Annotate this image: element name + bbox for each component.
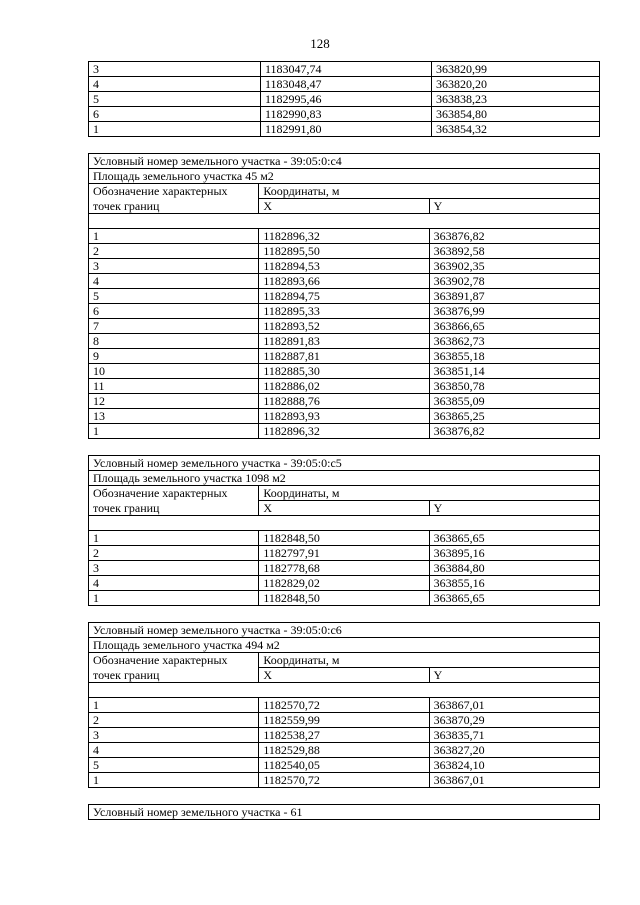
table-cell: 363820,20 (432, 77, 600, 92)
page-number: 128 (310, 36, 330, 51)
table-row (89, 274, 600, 289)
table-cell: 3 (89, 728, 259, 743)
table-row (89, 805, 600, 820)
table-cell: 1182893,93 (259, 409, 429, 424)
table-cell: 1 (89, 773, 259, 788)
table-row (89, 623, 600, 638)
table-cell: 7 (89, 319, 259, 334)
section-title: Условный номер земельного участка - 61 (89, 805, 600, 820)
table-row (89, 758, 600, 773)
table-cell: 363855,16 (429, 576, 599, 591)
coordinates-table (88, 153, 600, 439)
header-coords-label: Координаты, м (259, 486, 600, 501)
header-y: Y (429, 668, 599, 683)
table-cell: 1182538,27 (259, 728, 429, 743)
section-title: Условный номер земельного участка - 39:05:0:с4 (89, 154, 600, 169)
table-cell: 363855,09 (429, 394, 599, 409)
table-row (89, 561, 600, 576)
table-row (89, 199, 600, 214)
table-cell: 1182896,32 (259, 229, 429, 244)
header-points-label: Обозначение характерных (89, 653, 259, 668)
table-row (89, 304, 600, 319)
table-cell: 8 (89, 334, 259, 349)
table-cell: 3 (89, 259, 259, 274)
header-coords-label: Координаты, м (259, 653, 600, 668)
coordinates-table (88, 622, 600, 788)
sections-container (88, 153, 600, 788)
spacer-row (89, 683, 600, 698)
table-cell: 363865,25 (429, 409, 599, 424)
table-row (89, 184, 600, 199)
section-title: Условный номер земельного участка - 39:05:0:с5 (89, 456, 600, 471)
table-row (89, 683, 600, 698)
table-cell: 1182893,52 (259, 319, 429, 334)
section-area: Площадь земельного участка 494 м2 (89, 638, 600, 653)
table-cell: 363876,82 (429, 229, 599, 244)
land-plot-section (88, 455, 600, 606)
table-row (89, 576, 600, 591)
table-row (89, 364, 600, 379)
table-row (89, 531, 600, 546)
table-cell: 1182540,05 (259, 758, 429, 773)
table-row (89, 713, 600, 728)
table-cell: 1182896,32 (259, 424, 429, 439)
table-row (89, 289, 600, 304)
table-row (89, 154, 600, 169)
table-cell: 5 (89, 289, 259, 304)
table-cell: 363891,87 (429, 289, 599, 304)
table-row (89, 456, 600, 471)
header-x: X (259, 668, 429, 683)
spacer-row (89, 214, 600, 229)
table-cell: 1182995,46 (261, 92, 432, 107)
table-cell: 6 (89, 107, 261, 122)
table-body (89, 62, 600, 137)
header-points-label: Обозначение характерных (89, 184, 259, 199)
table-cell: 1182887,81 (259, 349, 429, 364)
land-plot-section (88, 622, 600, 788)
table-cell: 1182895,33 (259, 304, 429, 319)
table-cell: 1182894,53 (259, 259, 429, 274)
table-cell: 363838,23 (432, 92, 600, 107)
table-row (89, 591, 600, 606)
table-cell: 1182848,50 (259, 531, 429, 546)
table-cell: 1 (89, 122, 261, 137)
table-cell: 363851,14 (429, 364, 599, 379)
table-cell: 4 (89, 274, 259, 289)
table-cell: 363865,65 (429, 591, 599, 606)
table-cell: 1182891,83 (259, 334, 429, 349)
table-row (89, 728, 600, 743)
header-points-label-cont: точек границ (89, 501, 259, 516)
table-row (89, 409, 600, 424)
table-cell: 363902,35 (429, 259, 599, 274)
coordinates-table-continued (88, 61, 600, 137)
table-cell: 363867,01 (429, 698, 599, 713)
section-area: Площадь земельного участка 45 м2 (89, 169, 600, 184)
table-cell: 363865,65 (429, 531, 599, 546)
table-cell: 10 (89, 364, 259, 379)
table-cell: 363892,58 (429, 244, 599, 259)
table-cell: 1182778,68 (259, 561, 429, 576)
table-row (89, 394, 600, 409)
table-cell: 1182990,83 (261, 107, 432, 122)
header-points-label-cont: точек границ (89, 199, 259, 214)
coordinates-table (88, 455, 600, 606)
table-row (89, 516, 600, 531)
table-cell: 1183048,47 (261, 77, 432, 92)
table-cell: 1182893,66 (259, 274, 429, 289)
table-cell: 2 (89, 244, 259, 259)
table-cell: 1 (89, 424, 259, 439)
table-row (89, 77, 600, 92)
table-cell: 1182885,30 (259, 364, 429, 379)
table-cell: 363827,20 (429, 743, 599, 758)
table-row (89, 229, 600, 244)
table-cell: 363824,10 (429, 758, 599, 773)
table-cell: 1182829,02 (259, 576, 429, 591)
table-cell: 1182894,75 (259, 289, 429, 304)
table-cell: 363866,65 (429, 319, 599, 334)
table-row (89, 259, 600, 274)
table-cell: 4 (89, 743, 259, 758)
table-cell: 3 (89, 561, 259, 576)
table-row (89, 319, 600, 334)
table-row (89, 424, 600, 439)
table-cell: 2 (89, 546, 259, 561)
table-row (89, 379, 600, 394)
document-content (88, 61, 600, 820)
table-row (89, 546, 600, 561)
table-cell: 5 (89, 758, 259, 773)
table-row (89, 169, 600, 184)
table-cell: 1 (89, 698, 259, 713)
land-plot-section (88, 153, 600, 439)
table-cell: 363876,99 (429, 304, 599, 319)
table-cell: 363870,29 (429, 713, 599, 728)
table-cell: 363902,78 (429, 274, 599, 289)
header-points-label-cont: точек границ (89, 668, 259, 683)
table-cell: 6 (89, 304, 259, 319)
table-row (89, 773, 600, 788)
table-cell: 363876,82 (429, 424, 599, 439)
table-cell: 363854,80 (432, 107, 600, 122)
table-row (89, 668, 600, 683)
table-cell: 1182570,72 (259, 698, 429, 713)
header-y: Y (429, 501, 599, 516)
table-cell: 363862,73 (429, 334, 599, 349)
table-row (89, 107, 600, 122)
table-cell: 1182991,80 (261, 122, 432, 137)
table-cell: 12 (89, 394, 259, 409)
table-cell: 363884,80 (429, 561, 599, 576)
table-row (89, 501, 600, 516)
table-cell: 363835,71 (429, 728, 599, 743)
table-cell: 1182895,50 (259, 244, 429, 259)
header-y: Y (429, 199, 599, 214)
table-cell: 363855,18 (429, 349, 599, 364)
table-cell: 1182848,50 (259, 591, 429, 606)
table-cell: 2 (89, 713, 259, 728)
table-cell: 13 (89, 409, 259, 424)
table-cell: 5 (89, 92, 261, 107)
header-x: X (259, 199, 429, 214)
table-cell: 4 (89, 77, 261, 92)
table-cell: 363895,16 (429, 546, 599, 561)
table-cell: 1183047,74 (261, 62, 432, 77)
table-cell: 3 (89, 62, 261, 77)
header-coords-label: Координаты, м (259, 184, 600, 199)
header-points-label: Обозначение характерных (89, 486, 259, 501)
table-cell: 363854,32 (432, 122, 600, 137)
table-cell: 1182797,91 (259, 546, 429, 561)
table-cell: 9 (89, 349, 259, 364)
spacer-row (89, 516, 600, 531)
table-row (89, 334, 600, 349)
table-cell: 1 (89, 531, 259, 546)
table-row (89, 698, 600, 713)
table-cell: 11 (89, 379, 259, 394)
table-cell: 363820,99 (432, 62, 600, 77)
table-row (89, 743, 600, 758)
table-cell: 1182570,72 (259, 773, 429, 788)
table-row (89, 638, 600, 653)
table-cell: 1 (89, 229, 259, 244)
table-cell: 363850,78 (429, 379, 599, 394)
last-section (88, 804, 600, 820)
table-cell: 1182529,88 (259, 743, 429, 758)
table-cell: 1182559,99 (259, 713, 429, 728)
table-row (89, 471, 600, 486)
header-x: X (259, 501, 429, 516)
table-row (89, 653, 600, 668)
table-row (89, 214, 600, 229)
last-section-table (88, 804, 600, 820)
table-row (89, 62, 600, 77)
table-cell: 1182886,02 (259, 379, 429, 394)
section-area: Площадь земельного участка 1098 м2 (89, 471, 600, 486)
table-row (89, 486, 600, 501)
table-cell: 4 (89, 576, 259, 591)
table-cell: 363867,01 (429, 773, 599, 788)
table-row (89, 349, 600, 364)
table-row (89, 244, 600, 259)
table-row (89, 122, 600, 137)
table-cell: 1 (89, 591, 259, 606)
section-title: Условный номер земельного участка - 39:05:0:с6 (89, 623, 600, 638)
table-row (89, 92, 600, 107)
table-cell: 1182888,76 (259, 394, 429, 409)
